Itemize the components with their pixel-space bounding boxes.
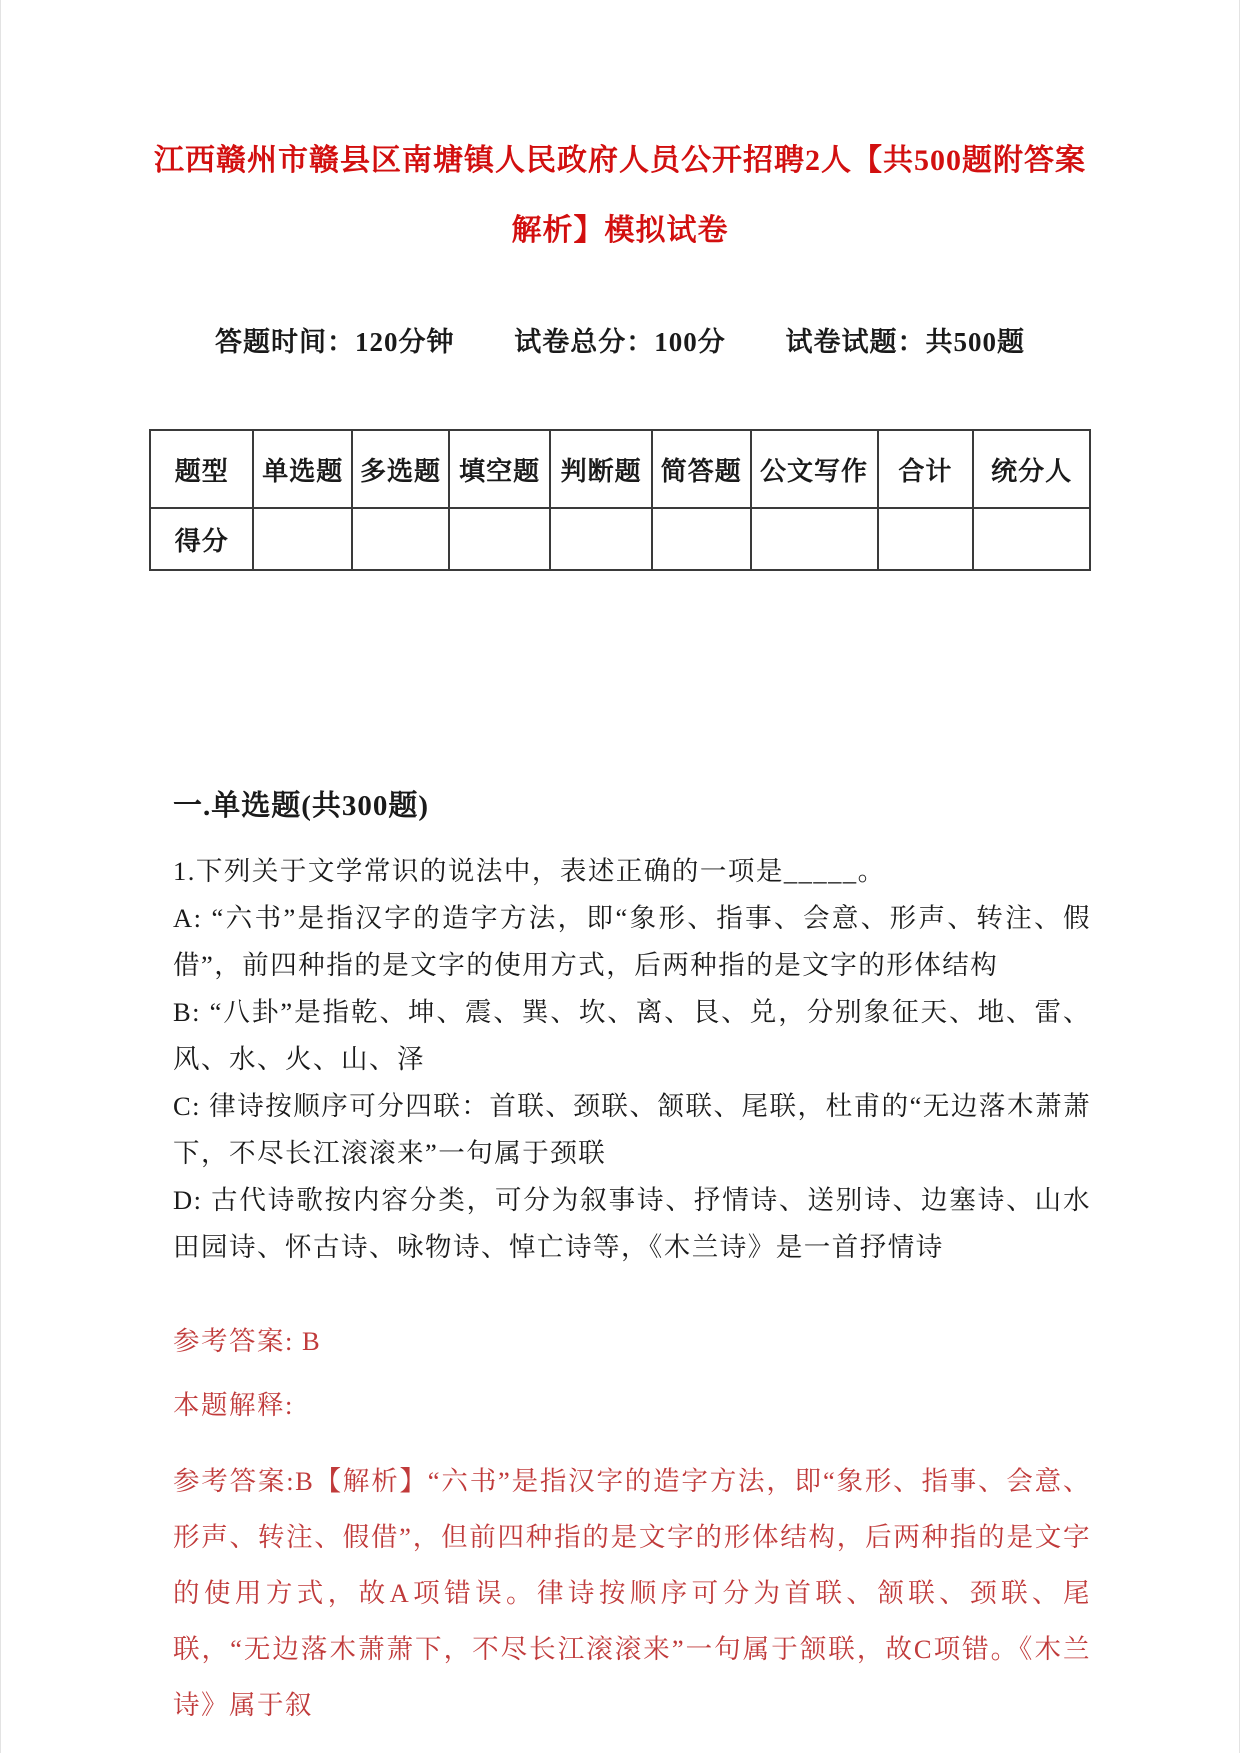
table-header-cell: 合计 xyxy=(878,430,974,508)
table-header-cell: 题型 xyxy=(150,430,253,508)
option-b: B: “八卦”是指乾、坤、震、巽、坎、离、艮、兑，分别象征天、地、雷、风、水、火、山、泽 xyxy=(173,997,1091,1074)
meta-question-count: 试卷试题：共500题 xyxy=(785,327,1025,357)
score-table-header-row xyxy=(150,430,1090,508)
table-header-cell: 多选题 xyxy=(352,430,449,508)
score-table xyxy=(149,429,1091,571)
score-cell-empty xyxy=(652,508,751,570)
meta-total-score: 试卷总分：100分 xyxy=(514,327,726,357)
answer-explanation: 参考答案:B【解析】“六书”是指汉字的造字方法，即“象形、指事、会意、形声、转注、假借”，但前四种指的是文字的形体结构，后两种指的是文字的使用方式，故A项错误。律诗按顺序可分为首联、颔联、颈联、尾联，“无边落木萧萧下，不尽长江滚滚来”一句属于颔联，故C项错。《木兰诗》属于叙 xyxy=(173,1466,1091,1720)
score-cell-empty xyxy=(878,508,974,570)
answer-block xyxy=(149,1317,1091,1733)
answer-reference: 参考答案: B xyxy=(173,1326,322,1356)
answer-explain-heading: 本题解释: xyxy=(173,1390,294,1420)
table-header-cell: 填空题 xyxy=(449,430,551,508)
question-block xyxy=(149,848,1091,1271)
table-header-cell: 简答题 xyxy=(652,430,751,508)
table-header-cell: 公文写作 xyxy=(751,430,878,508)
score-row-label: 得分 xyxy=(150,508,253,570)
question-stem: 1.下列关于文学常识的说法中，表述正确的一项是_____。 xyxy=(173,856,886,886)
score-cell-empty xyxy=(449,508,551,570)
section-heading: 一.单选题(共300题) xyxy=(173,790,430,822)
table-header-cell: 判断题 xyxy=(550,430,652,508)
score-cell-empty xyxy=(253,508,352,570)
table-header-cell: 单选题 xyxy=(253,430,352,508)
table-header-cell: 统分人 xyxy=(973,430,1090,508)
page-title: 江西赣州市赣县区南塘镇人民政府人员公开招聘2人【共500题附答案解析】模拟试卷 xyxy=(154,144,1086,247)
option-a: A: “六书”是指汉字的造字方法，即“象形、指事、会意、形声、转注、假借”，前四种指的是文字的使用方式，后两种指的是文字的形体结构 xyxy=(173,903,1091,980)
score-cell-empty xyxy=(751,508,878,570)
option-c: C: 律诗按顺序可分四联：首联、颈联、颔联、尾联，杜甫的“无边落木萧萧下，不尽长江滚滚来”一句属于颈联 xyxy=(173,1091,1091,1168)
score-cell-empty xyxy=(352,508,449,570)
exam-meta-line xyxy=(149,320,1091,359)
score-cell-empty xyxy=(973,508,1090,570)
score-table-score-row xyxy=(150,508,1090,570)
option-d: D: 古代诗歌按内容分类，可分为叙事诗、抒情诗、送别诗、边塞诗、山水田园诗、怀古诗、咏物诗、悼亡诗等，《木兰诗》是一首抒情诗 xyxy=(173,1185,1091,1262)
score-cell-empty xyxy=(550,508,652,570)
meta-time: 答题时间：120分钟 xyxy=(215,327,455,357)
